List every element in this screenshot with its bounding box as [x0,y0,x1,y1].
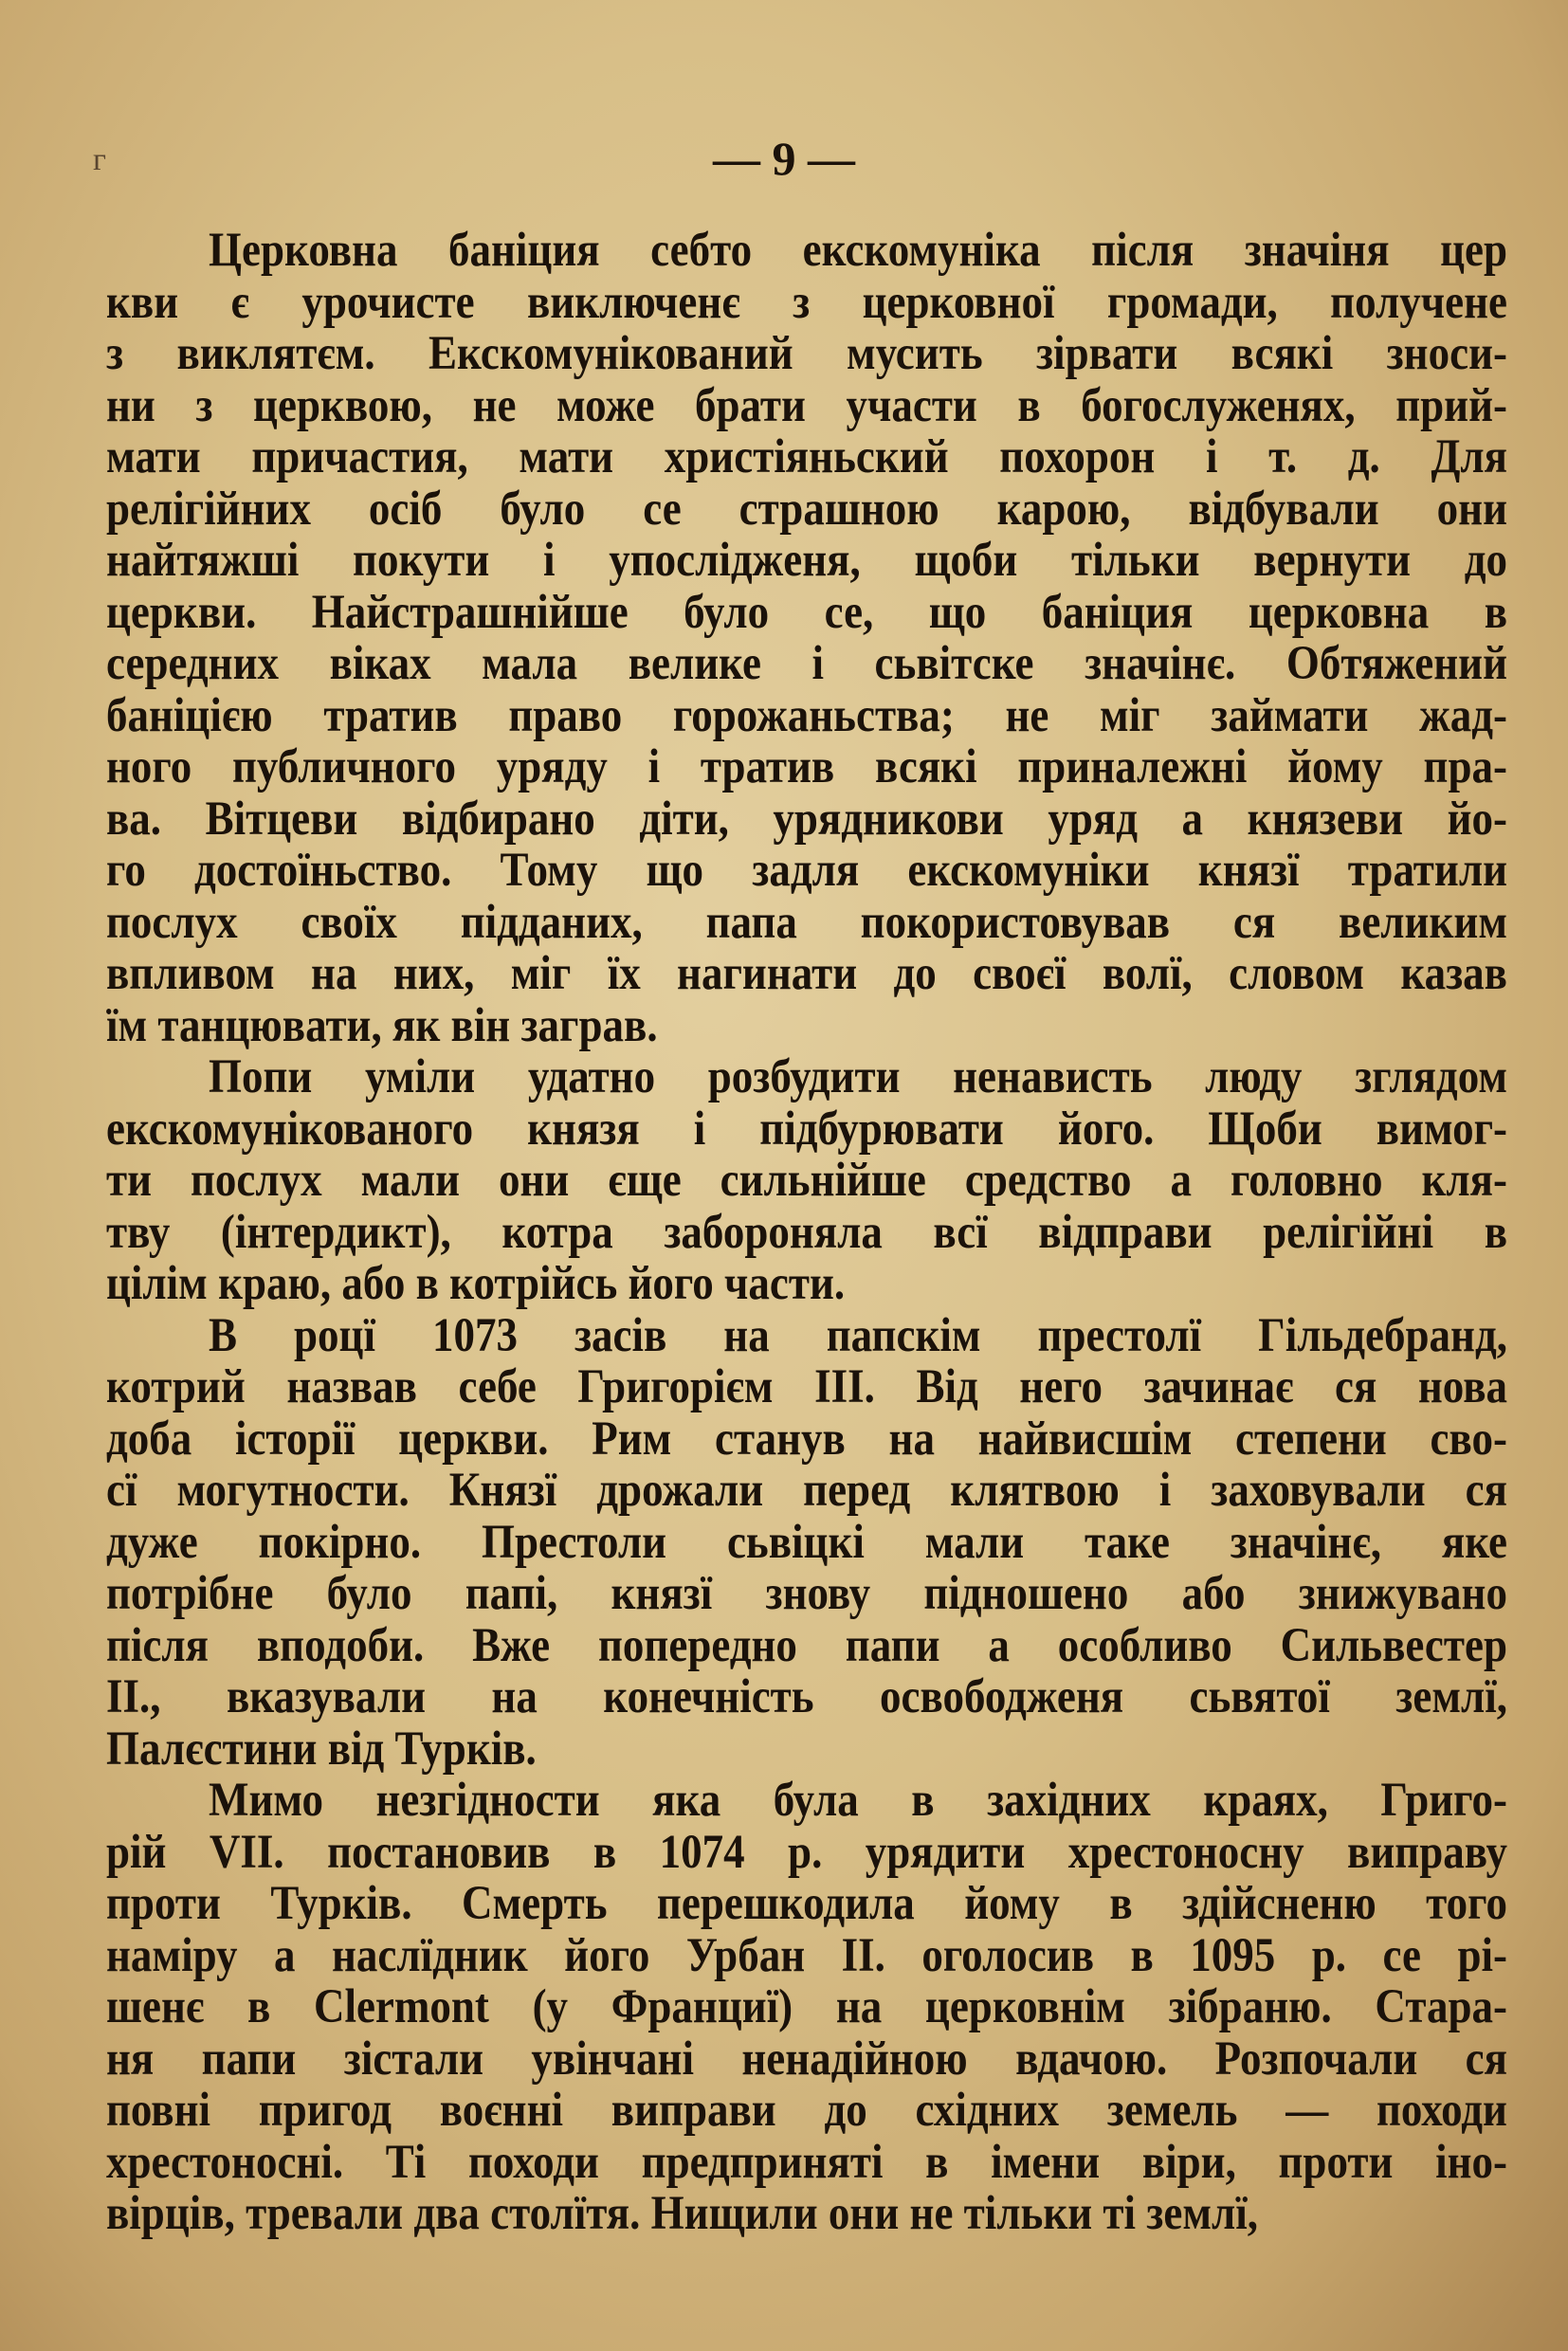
page-number: — 9 — [713,132,855,185]
text-line: найтяжші покути і упосліджeня, щоби тільки вернути до [106,532,1507,586]
text-line: середних віках мала велике і сьвітске значінє. Обтяжений [106,635,1507,689]
text-line: ня папи зістали увінчані ненадійною вдачою. Розпочали ся [106,2031,1507,2085]
text-line: баніцією тратив право горожаньства; не міг займати жад- [106,687,1507,741]
text-line: ни з церквою, не може брати участи в богослуженях, прий- [106,377,1507,431]
body-text [106,224,1507,2239]
text-line: тву (інтердикт), котра забороняла всї відправи релігійні в [106,1204,1507,1258]
text-line: екскомунікованого князя і підбурювати його. Щоби вимог- [106,1101,1507,1155]
text-line: шенє в Clermont (у Франциї) на церковнім зібраню. Стара- [106,1978,1507,2032]
text-line: їм танцювати, як він заграв. [106,997,658,1051]
text-line: повні пригод воєнні виправи до східних земель — походи [106,2082,1507,2136]
text-line: мати причастия, мати христіяньский похорон і т. д. Для [106,428,1507,483]
text-line: Попи уміли удатно розбудити ненависть люду зглядом [209,1048,1507,1103]
text-line: хрестоносні. Ті походи предприняті в імени віри, проти іно- [106,2134,1507,2188]
text-line: проти Турків. Смерть перешкодила йому в здійсненю того [106,1875,1507,1929]
text-line: потрібне було папі, князї знову підношено або знижувано [106,1565,1507,1619]
text-line: Церковна баніция себто екскомуніка після значіня цер [209,222,1507,276]
text-line: впливом на них, міг їх нагинати до своєї волї, словом казав [106,945,1507,999]
text-line: В роцї 1073 засів на папскім престолї Гільдебранд, [209,1307,1507,1361]
text-line: ти послух мали они єще сильнійше средство а головно кля- [106,1152,1507,1206]
text-line: наміру а наслїдник його Урбан II. оголосив в 1095 р. се рі- [106,1927,1507,1981]
text-line: вірців, тревали два столїтя. Нищили они не тільки ті землї, [106,2185,1258,2239]
text-line: Палєстини від Турків. [106,1721,537,1775]
text-line: цілім краю, або в котрійсь його части. [106,1255,846,1309]
text-line: котрий назвав себе Григорієм III. Від него зачинає ся нова [106,1358,1507,1412]
text-line: релігійних осіб було се страшною карою, відбували они [106,481,1507,535]
corner-mark: г [93,142,106,177]
text-line: Мимо незгідности яка була в західних краях, Григо- [209,1772,1507,1826]
text-line: II., вказували на конечність освободженя сьвятої землї, [106,1668,1507,1722]
text-line: дуже покірно. Престоли сьвіцкі мали таке значінє, яке [106,1514,1507,1568]
text-line: послух своїх підданих, папа покористовував ся великим [106,894,1507,948]
text-line: кви є урочисте виключенє з церковної громади, получене [106,274,1507,328]
text-line: церкви. Найстрашнійше було се, що баніция церковна в [106,584,1507,638]
text-line: ного публичного уряду і тратив всякі приналежні йому пра- [106,738,1507,793]
text-line: з виклятєм. Екскомунікований мусить зірвати всякі зноси- [106,325,1507,379]
text-line: ва. Вітцеви відбирано діти, урядникови уряд а князеви йо- [106,791,1507,845]
text-line: після вподоби. Вже попередно папи а особливо Сильвестер [106,1617,1507,1671]
text-line: сї могутности. Князї дрожали перед клятвою і заховували ся [106,1462,1507,1516]
text-line: доба історії церкви. Рим станув на найвисшім степени сво- [106,1411,1507,1465]
text-line: го достоїньство. Тому що задля екскомуніки князї тратили [106,842,1507,896]
text-line: рій VII. постановив в 1074 р. урядити хрестоносну виправу [106,1824,1507,1878]
